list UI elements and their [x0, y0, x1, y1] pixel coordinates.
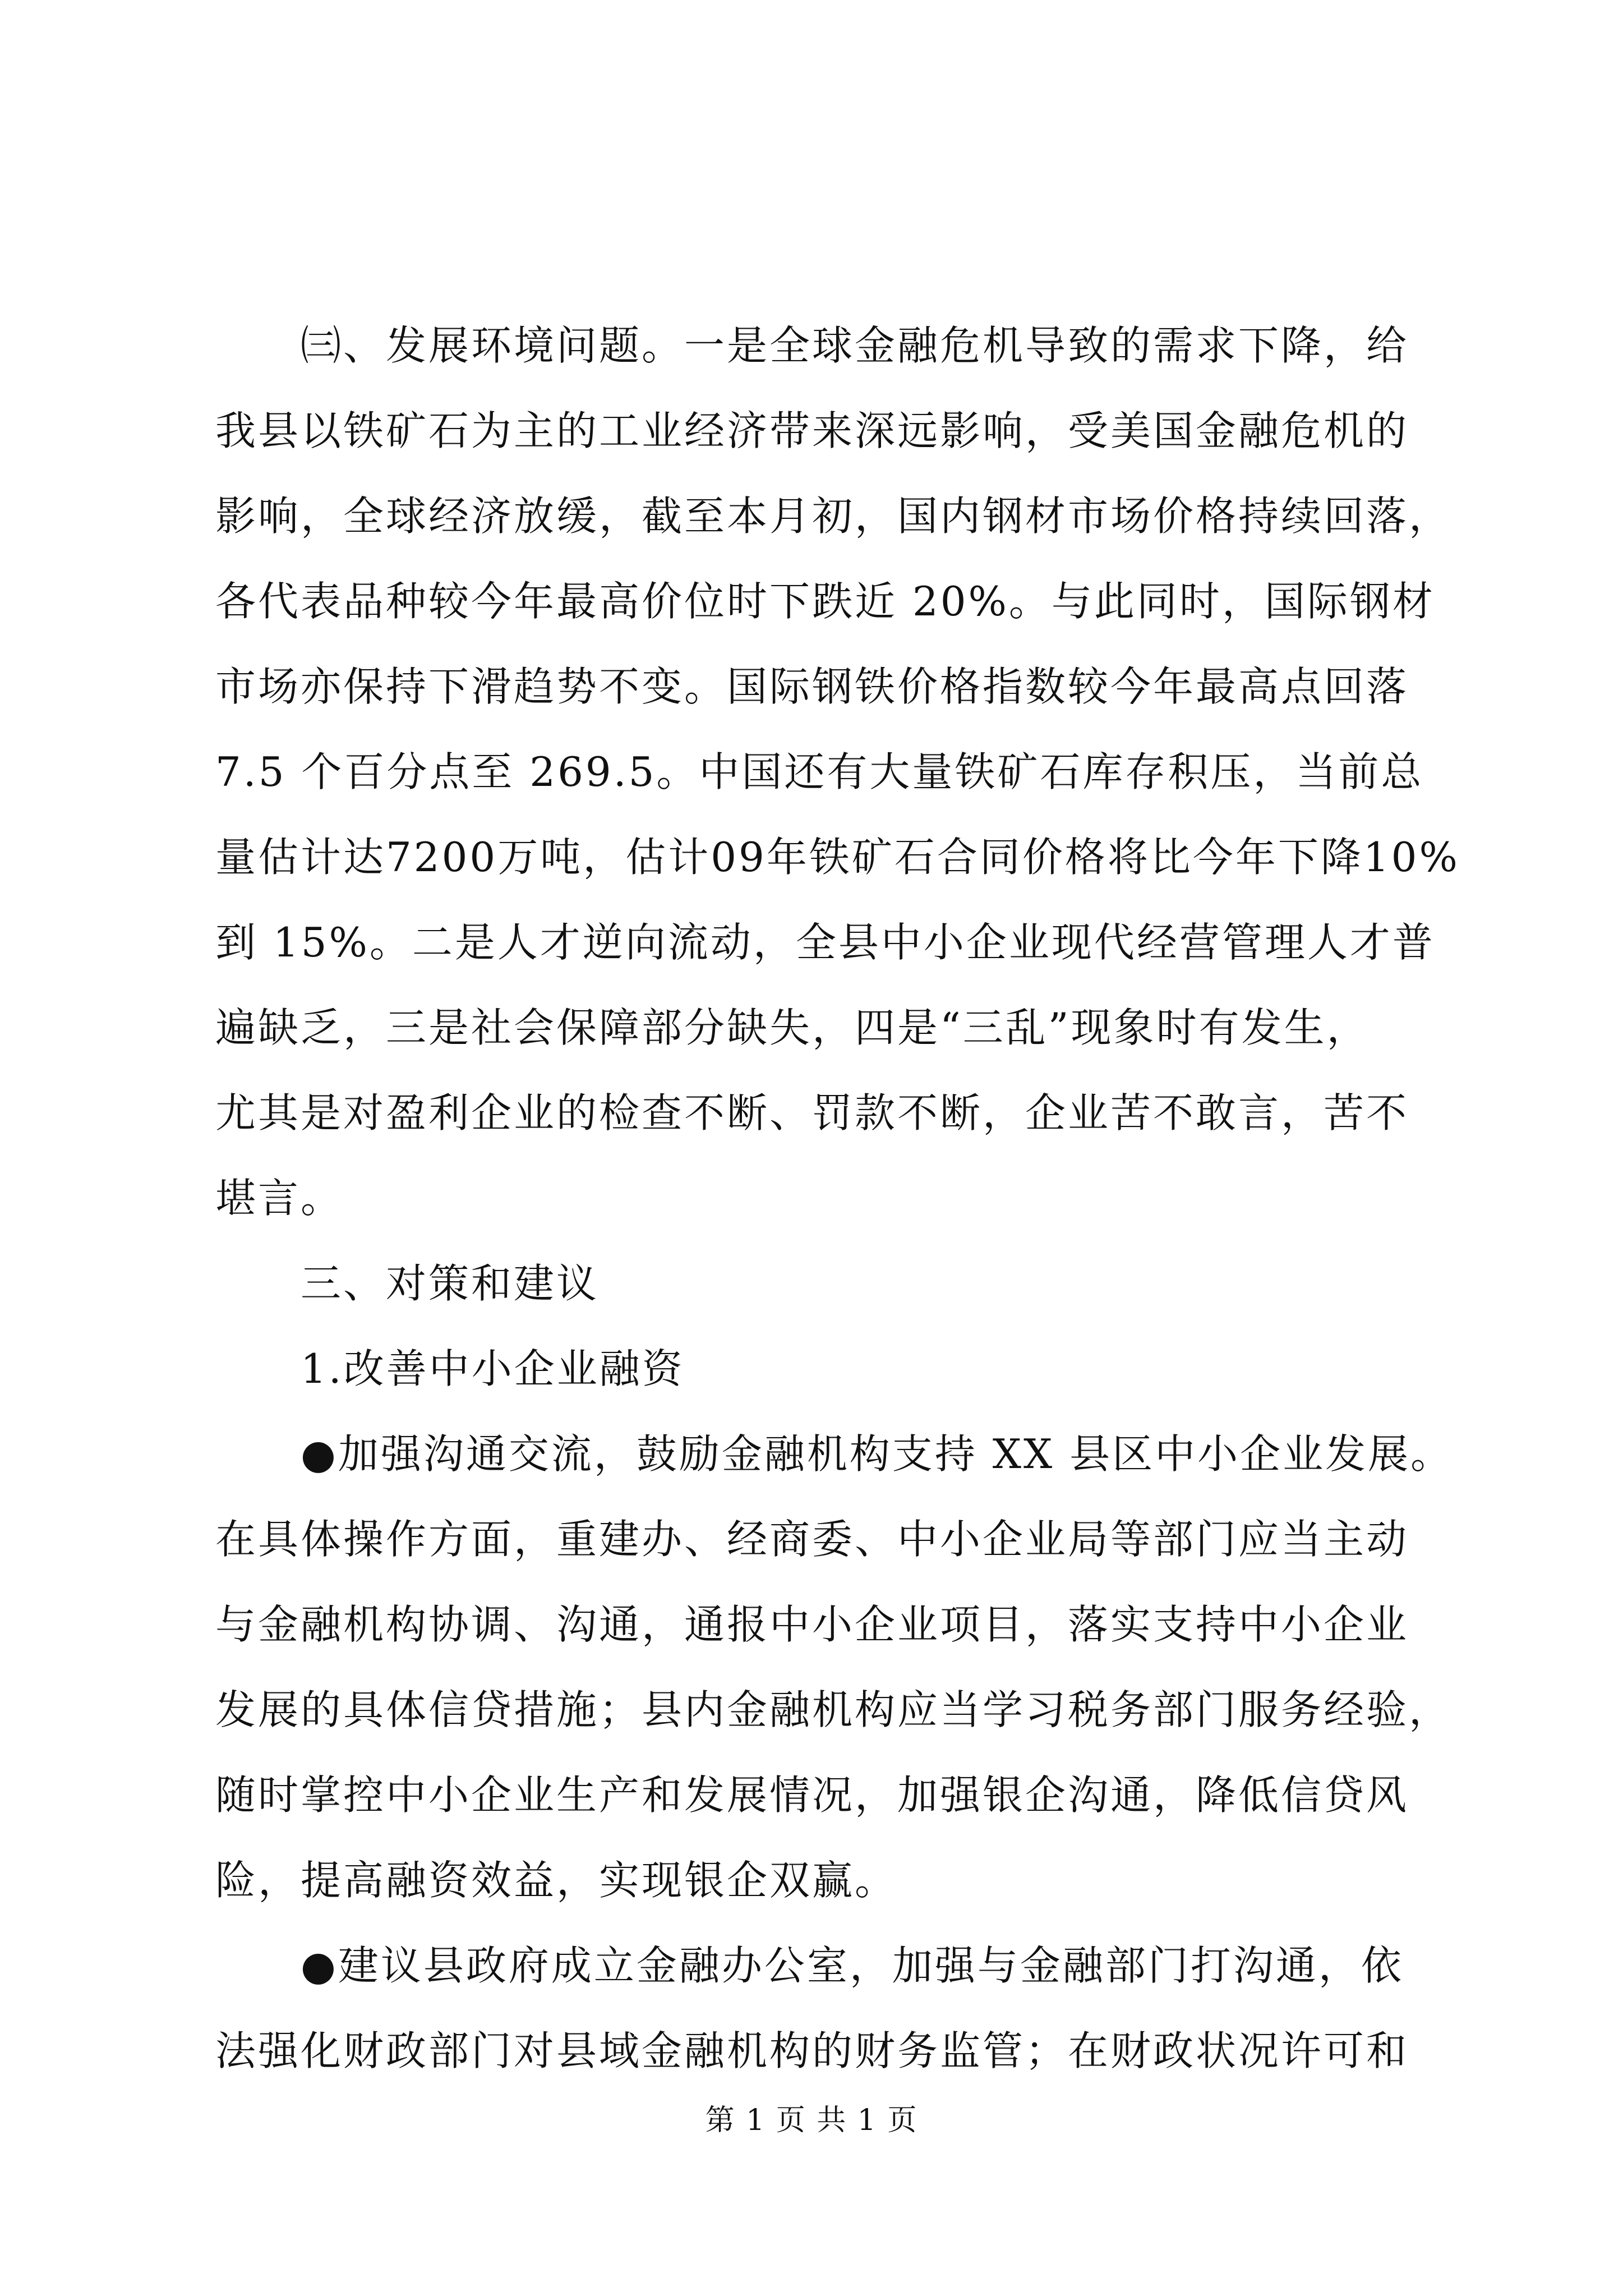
paragraph-line: 在具体操作方面，重建办、经商委、中小企业局等部门应当主动 — [215, 1516, 1409, 1563]
section-heading: 三、对策和建议 — [301, 1260, 600, 1307]
paragraph-line: 各代表品种较今年最高价位时下跌近 20%。与此同时，国际钢材 — [215, 578, 1435, 625]
body-text — [215, 303, 1460, 2093]
paragraph-line: 我县以铁矿石为主的工业经济带来深远影响，受美国金融危机的 — [215, 407, 1409, 454]
paragraph-line: 随时掌控中小企业生产和发展情况，加强银企沟通，降低信贷风 — [215, 1772, 1409, 1819]
paragraph-line: ㈢、发展环境问题。一是全球金融危机导致的需求下降，给 — [301, 322, 1409, 369]
paragraph-line: 市场亦保持下滑趋势不变。国际钢铁价格指数较今年最高点回落 — [215, 663, 1409, 710]
paragraph-line: 发展的具体信贷措施；县内金融机构应当学习税务部门服务经验， — [215, 1686, 1452, 1733]
paragraph-line: 堪言。 — [215, 1175, 344, 1222]
bullet-line: ●加强沟通交流，鼓励金融机构支持 XX 县区中小企业发展。 — [301, 1430, 1454, 1478]
subsection-heading: 1.改善中小企业融资 — [301, 1345, 685, 1392]
paragraph-line: 到 15%。二是人才逆向流动，全县中小企业现代经营管理人才普 — [215, 919, 1435, 966]
paragraph-line: 与金融机构协调、沟通，通报中小企业项目，落实支持中小企业 — [215, 1601, 1409, 1648]
bullet-line: ●建议县政府成立金融办公室，加强与金融部门打沟通，依 — [301, 1942, 1404, 1989]
paragraph-line: 险，提高融资效益，实现银企双赢。 — [215, 1857, 898, 1904]
paragraph-line: 遍缺乏，三是社会保障部分缺失，四是“三乱”现象时有发生， — [215, 1004, 1370, 1051]
paragraph-line: 尤其是对盈利企业的检查不断、罚款不断，企业苦不敢言，苦不 — [215, 1089, 1409, 1137]
paragraph-line: 7.5 个百分点至 269.5。中国还有大量铁矿石库存积压，当前总 — [215, 748, 1424, 795]
paragraph-line: 影响，全球经济放缓，截至本月初，国内钢材市场价格持续回落， — [215, 493, 1452, 540]
paragraph-line: 法强化财政部门对县域金融机构的财务监管；在财政状况许可和 — [215, 2027, 1409, 2074]
paragraph-line: 量估计达7200万吨，估计09年铁矿石合同价格将比今年下降10% — [215, 834, 1460, 881]
page-footer: 第 1 页 共 1 页 — [705, 2104, 918, 2137]
